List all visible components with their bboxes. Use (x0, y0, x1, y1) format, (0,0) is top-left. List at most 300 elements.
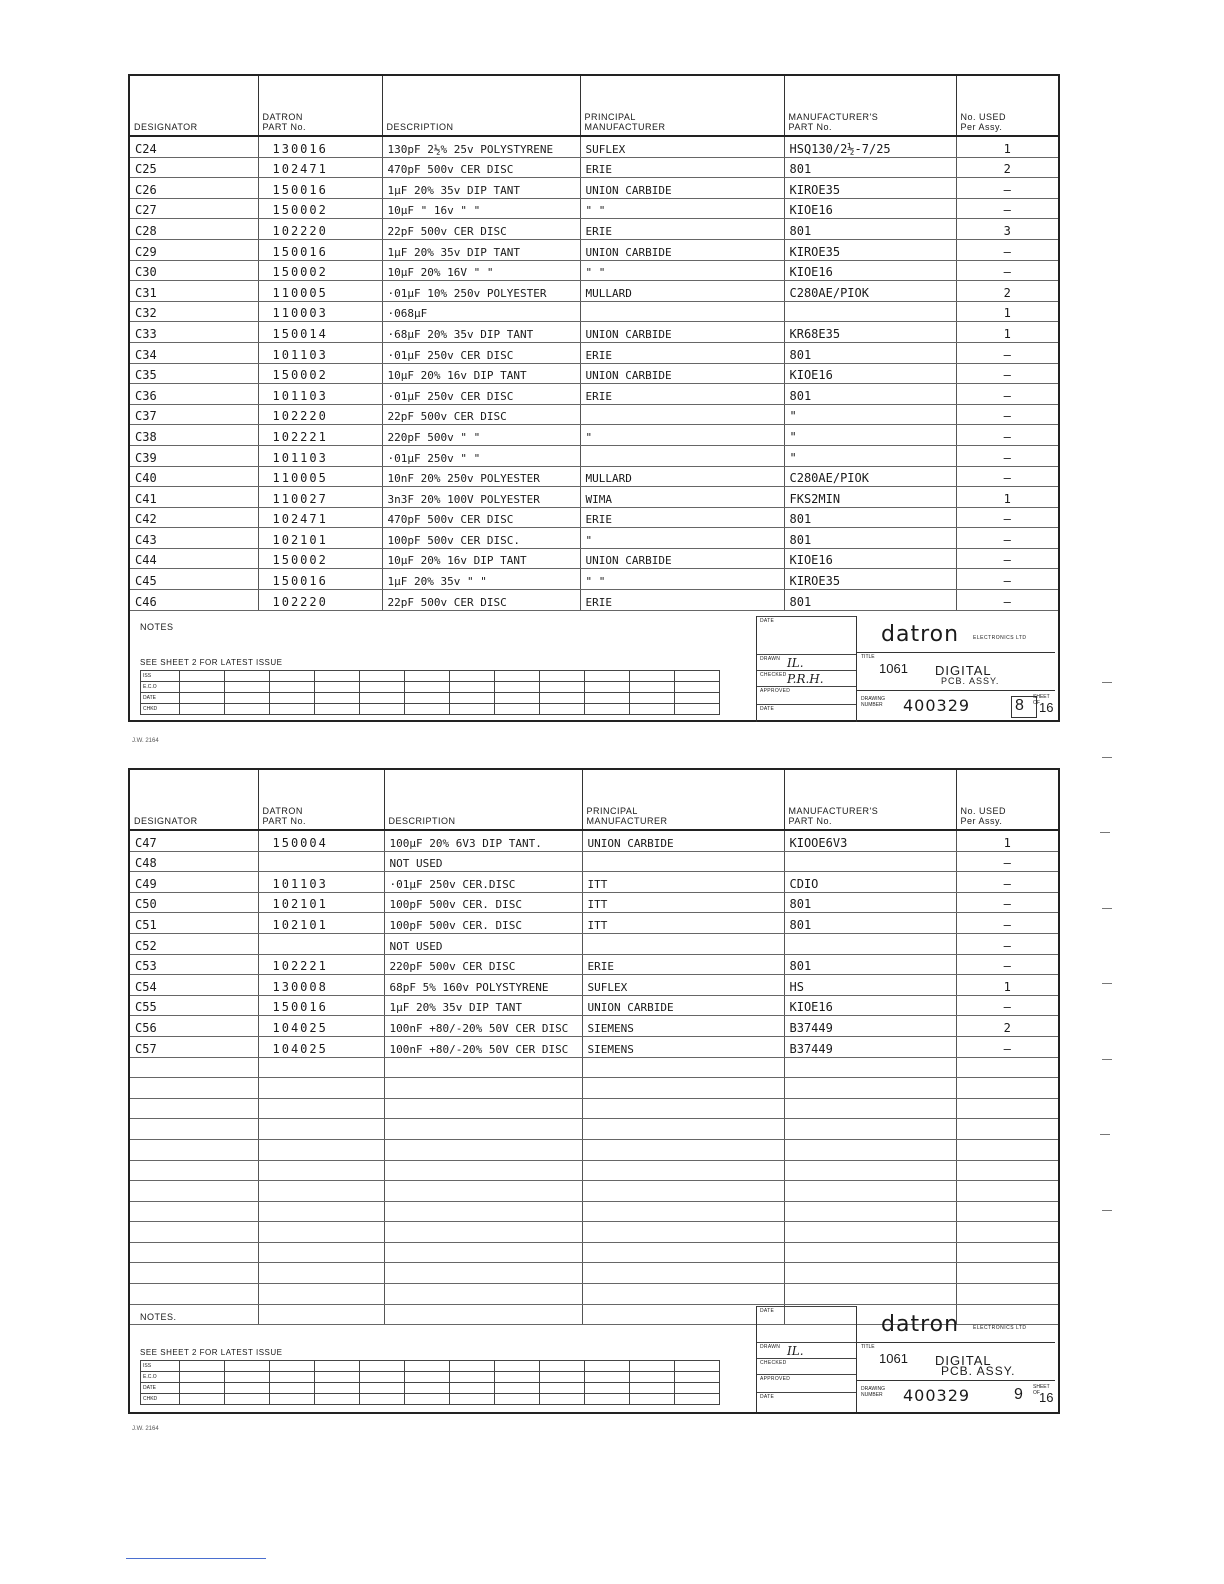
table-header-row (130, 770, 1058, 830)
manufacturer-cell: UNION CARBIDE (580, 363, 784, 384)
description-cell (384, 1242, 582, 1263)
designator-cell: C52 (130, 933, 258, 954)
qty-used-cell: 2 (956, 157, 1058, 178)
parts-table-body (130, 136, 1058, 610)
title-box (857, 652, 1055, 691)
datron-part-cell (258, 1078, 384, 1099)
table-row (130, 342, 1058, 363)
col-principal-manufacturer: PRINCIPAL MANUFACTURER (582, 770, 784, 830)
table-row (130, 301, 1058, 322)
manufacturer-part-cell: C280AE/PIOK (784, 281, 956, 302)
qty-used-cell: – (956, 363, 1058, 384)
manufacturer-cell: MULLARD (580, 466, 784, 487)
title-block (756, 1306, 1056, 1412)
margin-tick (1102, 908, 1112, 909)
qty-used-cell: – (956, 548, 1058, 569)
designator-cell: C41 (130, 487, 258, 508)
qty-used-cell (956, 1057, 1058, 1078)
designator-cell: C36 (130, 384, 258, 405)
description-cell: NOT USED (384, 851, 582, 872)
manufacturer-cell (582, 1263, 784, 1284)
datron-part-cell: 130016 (258, 136, 382, 157)
logo-subtitle: ELECTRONICS LTD (973, 1325, 1027, 1331)
datron-part-cell: 101103 (258, 342, 382, 363)
parts-table (130, 770, 1058, 1325)
manufacturer-cell: WIMA (580, 487, 784, 508)
designator-cell: C47 (130, 830, 258, 851)
drawn-by: IL. (787, 1344, 804, 1358)
rev-label: ISS (141, 671, 180, 682)
manufacturer-part-cell (784, 1242, 956, 1263)
manufacturer-part-cell: C280AE/PIOK (784, 466, 956, 487)
form-code: J.W. 2164 (132, 1426, 159, 1432)
qty-used-cell: – (956, 384, 1058, 405)
description-cell: 220pF 500v CER DISC (384, 954, 582, 975)
description-cell: ·01μF 250v CER DISC (382, 384, 580, 405)
table-row (130, 363, 1058, 384)
manufacturer-part-cell: KIROE35 (784, 178, 956, 199)
table-row (130, 1119, 1058, 1140)
manufacturer-part-cell: KIOE16 (784, 363, 956, 384)
designator-cell (130, 1160, 258, 1181)
datron-part-cell: 110027 (258, 487, 382, 508)
manufacturer-cell (582, 933, 784, 954)
manufacturer-cell: ERIE (580, 590, 784, 611)
footer-rule (126, 1558, 266, 1559)
table-row (130, 507, 1058, 528)
manufacturer-cell: UNION CARBIDE (580, 239, 784, 260)
description-cell: ·01μF 250v CER.DISC (384, 872, 582, 893)
datron-part-cell: 101103 (258, 445, 382, 466)
datron-part-cell: 150002 (258, 548, 382, 569)
table-row (130, 178, 1058, 199)
table-row (130, 1016, 1058, 1037)
qty-used-cell: – (956, 1036, 1058, 1057)
datron-part-cell (258, 1263, 384, 1284)
qty-used-cell: – (956, 913, 1058, 934)
description-cell (384, 1263, 582, 1284)
description-cell: NOT USED (384, 933, 582, 954)
sheet-total: 16 (1039, 1390, 1054, 1405)
datron-part-cell: 110005 (258, 466, 382, 487)
table-row (130, 1263, 1058, 1284)
date-label: DATE (760, 706, 775, 712)
table-row (130, 1139, 1058, 1160)
table-row (130, 1160, 1058, 1181)
table-row (130, 136, 1058, 157)
description-cell: 470pF 500v CER DISC (382, 157, 580, 178)
table-row (130, 198, 1058, 219)
qty-used-cell: – (956, 239, 1058, 260)
manufacturer-cell: " " (580, 569, 784, 590)
col-description: DESCRIPTION (382, 76, 580, 136)
table-row (130, 1181, 1058, 1202)
date-label: DATE (760, 1308, 775, 1314)
datron-part-cell: 102221 (258, 954, 384, 975)
designator-cell (130, 1119, 258, 1140)
manufacturer-cell: UNION CARBIDE (580, 548, 784, 569)
manufacturer-cell: ITT (582, 913, 784, 934)
rev-label: DATE (141, 693, 180, 704)
datron-part-cell: 102221 (258, 425, 382, 446)
datron-part-cell (258, 1160, 384, 1181)
rev-label: E.C.O (141, 1372, 180, 1383)
margin-tick (1102, 757, 1112, 758)
title-number: 1061 (879, 1351, 908, 1366)
manufacturer-part-cell: 801 (784, 384, 956, 405)
table-row (130, 1201, 1058, 1222)
datron-part-cell: 102101 (258, 913, 384, 934)
margin-tick (1102, 1210, 1112, 1211)
col-no-used: No. USED Per Assy. (956, 76, 1058, 136)
manufacturer-part-cell: " (784, 425, 956, 446)
table-row (130, 239, 1058, 260)
manufacturer-cell: UNION CARBIDE (582, 830, 784, 851)
description-cell: 1μF 20% 35v DIP TANT (384, 995, 582, 1016)
logo-box (857, 1306, 1055, 1343)
designator-cell (130, 1139, 258, 1160)
col-datron-part: DATRON PART No. (258, 76, 382, 136)
designator-cell: C48 (130, 851, 258, 872)
qty-used-cell (956, 1098, 1058, 1119)
description-cell: 100μF 20% 6V3 DIP TANT. (384, 830, 582, 851)
manufacturer-cell: ITT (582, 872, 784, 893)
margin-tick (1102, 1059, 1112, 1060)
qty-used-cell: 3 (956, 219, 1058, 240)
table-row (130, 1036, 1058, 1057)
description-cell (384, 1284, 582, 1305)
sheet-of-label: SHEET OF (1033, 694, 1050, 706)
manufacturer-cell: ERIE (580, 384, 784, 405)
description-cell (384, 1201, 582, 1222)
notes-label: NOTES. (140, 1312, 177, 1322)
description-cell (384, 1160, 582, 1181)
qty-used-cell: 2 (956, 281, 1058, 302)
datron-part-cell: 102471 (258, 507, 382, 528)
table-row (130, 425, 1058, 446)
description-cell: 10μF 20% 16V " " (382, 260, 580, 281)
manufacturer-cell (580, 445, 784, 466)
table-row (130, 830, 1058, 851)
manufacturer-part-cell (784, 851, 956, 872)
table-row (130, 892, 1058, 913)
manufacturer-part-cell: " (784, 445, 956, 466)
datron-part-cell (258, 1139, 384, 1160)
description-cell: 22pF 500v CER DISC (382, 404, 580, 425)
manufacturer-cell: MULLARD (580, 281, 784, 302)
designator-cell (130, 1181, 258, 1202)
drawing-number: 400329 (903, 1386, 971, 1405)
manufacturer-part-cell: 801 (784, 954, 956, 975)
manufacturer-part-cell: KIOE16 (784, 198, 956, 219)
qty-used-cell: – (956, 851, 1058, 872)
see-sheet-note: SEE SHEET 2 FOR LATEST ISSUE (140, 1348, 283, 1357)
designator-cell: C29 (130, 239, 258, 260)
qty-used-cell: – (956, 590, 1058, 611)
description-cell (384, 1222, 582, 1243)
datron-part-cell: 104025 (258, 1016, 384, 1037)
manufacturer-part-cell: " (784, 404, 956, 425)
table-row (130, 1057, 1058, 1078)
sheet-number: 8 (1011, 696, 1037, 718)
form-code: J.W. 2164 (132, 738, 159, 744)
manufacturer-part-cell: 801 (784, 342, 956, 363)
manufacturer-part-cell (784, 1181, 956, 1202)
notes-label: NOTES (140, 622, 174, 632)
table-row (130, 1098, 1058, 1119)
datron-part-cell (258, 1098, 384, 1119)
qty-used-cell (956, 1222, 1058, 1243)
manufacturer-part-cell (784, 933, 956, 954)
approval-block (756, 1306, 857, 1412)
datron-part-cell: 150016 (258, 995, 384, 1016)
manufacturer-cell (582, 1222, 784, 1243)
designator-cell: C53 (130, 954, 258, 975)
checked-label: CHECKED (760, 1360, 787, 1366)
designator-cell: C32 (130, 301, 258, 322)
qty-used-cell: 1 (956, 322, 1058, 343)
table-row (130, 528, 1058, 549)
parts-list-sheet-9 (128, 768, 1060, 1414)
designator-cell: C55 (130, 995, 258, 1016)
designator-cell: C50 (130, 892, 258, 913)
manufacturer-part-cell: KIROE35 (784, 569, 956, 590)
logo-subtitle: ELECTRONICS LTD (973, 635, 1027, 641)
table-row (130, 384, 1058, 405)
qty-used-cell: 1 (956, 301, 1058, 322)
designator-cell (130, 1222, 258, 1243)
table-row (130, 1078, 1058, 1099)
manufacturer-part-cell: 801 (784, 507, 956, 528)
qty-used-cell: – (956, 569, 1058, 590)
manufacturer-cell: ERIE (582, 954, 784, 975)
manufacturer-cell: UNION CARBIDE (580, 178, 784, 199)
description-cell: 3n3F 20% 100V POLYESTER (382, 487, 580, 508)
qty-used-cell (956, 1181, 1058, 1202)
col-principal-manufacturer: PRINCIPAL MANUFACTURER (580, 76, 784, 136)
manufacturer-part-cell: FKS2MIN (784, 487, 956, 508)
title-label: TITLE (861, 1344, 875, 1350)
col-designator: DESIGNATOR (130, 76, 258, 136)
manufacturer-part-cell: B37449 (784, 1016, 956, 1037)
description-cell: 220pF 500v " " (382, 425, 580, 446)
revision-grid (140, 1360, 720, 1405)
manufacturer-part-cell (784, 1057, 956, 1078)
manufacturer-part-cell: CDIO (784, 872, 956, 893)
drawing-number-label: DRAWING NUMBER (861, 1386, 885, 1398)
manufacturer-cell: " (580, 528, 784, 549)
manufacturer-cell (582, 1160, 784, 1181)
qty-used-cell (956, 1160, 1058, 1181)
parts-table-body (130, 830, 1058, 1325)
qty-used-cell: 1 (956, 136, 1058, 157)
margin-tick (1100, 1134, 1110, 1135)
col-designator: DESIGNATOR (130, 770, 258, 830)
description-cell: 1μF 20% 35v DIP TANT (382, 239, 580, 260)
datron-logo: datron (881, 1312, 960, 1337)
manufacturer-part-cell: 801 (784, 219, 956, 240)
manufacturer-cell: " " (580, 198, 784, 219)
designator-cell: C49 (130, 872, 258, 893)
datron-part-cell: 104025 (258, 1036, 384, 1057)
qty-used-cell (956, 1242, 1058, 1263)
title-number: 1061 (879, 661, 908, 676)
sheet-total: 16 (1039, 700, 1054, 715)
qty-used-cell: – (956, 178, 1058, 199)
manufacturer-cell (582, 1181, 784, 1202)
designator-cell: C45 (130, 569, 258, 590)
table-header-row (130, 76, 1058, 136)
designator-cell: C24 (130, 136, 258, 157)
drawing-number: 400329 (903, 696, 971, 715)
manufacturer-cell: ERIE (580, 157, 784, 178)
manufacturer-part-cell (784, 301, 956, 322)
manufacturer-part-cell (784, 1284, 956, 1305)
description-cell: 10nF 20% 250v POLYESTER (382, 466, 580, 487)
datron-part-cell: 130008 (258, 975, 384, 996)
description-cell: 10μF 20% 16v DIP TANT (382, 548, 580, 569)
table-row (130, 851, 1058, 872)
rev-label: ISS (141, 1361, 180, 1372)
qty-used-cell: – (956, 425, 1058, 446)
table-row (130, 260, 1058, 281)
title-main: DIGITAL (935, 1353, 992, 1368)
manufacturer-cell: ITT (582, 892, 784, 913)
manufacturer-part-cell: HSQ130/2½-7/25 (784, 136, 956, 157)
designator-cell: C40 (130, 466, 258, 487)
table-row (130, 569, 1058, 590)
qty-used-cell (956, 1139, 1058, 1160)
title-box (857, 1342, 1055, 1381)
designator-cell: C46 (130, 590, 258, 611)
qty-used-cell: – (956, 445, 1058, 466)
table-row (130, 322, 1058, 343)
manufacturer-part-cell (784, 1222, 956, 1243)
qty-used-cell: 1 (956, 830, 1058, 851)
designator-cell: C39 (130, 445, 258, 466)
col-manufacturer-part: MANUFACTURER'S PART No. (784, 770, 956, 830)
qty-used-cell: – (956, 198, 1058, 219)
manufacturer-cell (582, 1057, 784, 1078)
description-cell: 100nF +80/-20% 50V CER DISC (384, 1016, 582, 1037)
qty-used-cell: – (956, 260, 1058, 281)
datron-logo: datron (881, 622, 960, 647)
manufacturer-part-cell: 801 (784, 590, 956, 611)
designator-cell: C27 (130, 198, 258, 219)
description-cell: 68pF 5% 160v POLYSTYRENE (384, 975, 582, 996)
manufacturer-part-cell: 801 (784, 528, 956, 549)
title-label: TITLE (861, 654, 875, 660)
table-row (130, 995, 1058, 1016)
qty-used-cell: – (956, 872, 1058, 893)
description-cell (384, 1098, 582, 1119)
designator-cell: C26 (130, 178, 258, 199)
manufacturer-cell: ERIE (580, 342, 784, 363)
designator-cell: C44 (130, 548, 258, 569)
notes-area (130, 1304, 754, 1412)
qty-used-cell: – (956, 404, 1058, 425)
description-cell (384, 1119, 582, 1140)
datron-part-cell: 150002 (258, 363, 382, 384)
datron-part-cell (258, 1201, 384, 1222)
datron-part-cell: 110003 (258, 301, 382, 322)
datron-part-cell: 150004 (258, 830, 384, 851)
designator-cell: C33 (130, 322, 258, 343)
table-row (130, 445, 1058, 466)
col-datron-part: DATRON PART No. (258, 770, 384, 830)
drawing-number-box (857, 690, 1055, 722)
datron-part-cell: 101103 (258, 384, 382, 405)
table-row (130, 954, 1058, 975)
designator-cell: C43 (130, 528, 258, 549)
datron-part-cell: 110005 (258, 281, 382, 302)
see-sheet-note: SEE SHEET 2 FOR LATEST ISSUE (140, 658, 283, 667)
description-cell: ·01μF 10% 250v POLYESTER (382, 281, 580, 302)
manufacturer-part-cell (784, 1139, 956, 1160)
manufacturer-cell: SUFLEX (582, 975, 784, 996)
manufacturer-part-cell (784, 1119, 956, 1140)
manufacturer-cell (582, 1242, 784, 1263)
description-cell: 10μF " 16v " " (382, 198, 580, 219)
sheet-of-label: SHEET OF (1033, 1384, 1050, 1396)
manufacturer-part-cell: 801 (784, 157, 956, 178)
table-row (130, 1242, 1058, 1263)
drawing-number-box (857, 1380, 1055, 1412)
designator-cell: C25 (130, 157, 258, 178)
manufacturer-cell (580, 301, 784, 322)
approved-label: APPROVED (760, 688, 791, 694)
designator-cell: C34 (130, 342, 258, 363)
checked-by: P.R.H. (787, 672, 824, 686)
designator-cell (130, 1057, 258, 1078)
manufacturer-part-cell: 801 (784, 913, 956, 934)
manufacturer-part-cell: KIROE35 (784, 239, 956, 260)
table-row (130, 1222, 1058, 1243)
manufacturer-cell (582, 1201, 784, 1222)
description-cell: ·068μF (382, 301, 580, 322)
manufacturer-cell: " (580, 425, 784, 446)
table-row (130, 548, 1058, 569)
col-no-used: No. USED Per Assy. (956, 770, 1058, 830)
manufacturer-cell (580, 404, 784, 425)
rev-label: CHKD (141, 1394, 180, 1405)
title-sub: PCB. ASSY. (941, 1364, 1016, 1378)
datron-part-cell: 150016 (258, 178, 382, 199)
designator-cell: C35 (130, 363, 258, 384)
title-main: DIGITAL (935, 663, 992, 678)
table-row (130, 487, 1058, 508)
table-row (130, 975, 1058, 996)
designator-cell: C51 (130, 913, 258, 934)
description-cell: 100pF 500v CER DISC. (382, 528, 580, 549)
manufacturer-cell: SIEMENS (582, 1016, 784, 1037)
margin-tick (1100, 832, 1110, 833)
description-cell: 22pF 500v CER DISC (382, 590, 580, 611)
qty-used-cell: – (956, 528, 1058, 549)
designator-cell: C57 (130, 1036, 258, 1057)
designator-cell (130, 1078, 258, 1099)
datron-part-cell: 150002 (258, 198, 382, 219)
description-cell: 470pF 500v CER DISC (382, 507, 580, 528)
revision-grid (140, 670, 720, 715)
datron-part-cell (258, 1119, 384, 1140)
qty-used-cell: 1 (956, 487, 1058, 508)
table-row (130, 590, 1058, 611)
datron-part-cell: 150016 (258, 569, 382, 590)
description-cell: ·68μF 20% 35v DIP TANT (382, 322, 580, 343)
table-row (130, 281, 1058, 302)
qty-used-cell: 1 (956, 975, 1058, 996)
